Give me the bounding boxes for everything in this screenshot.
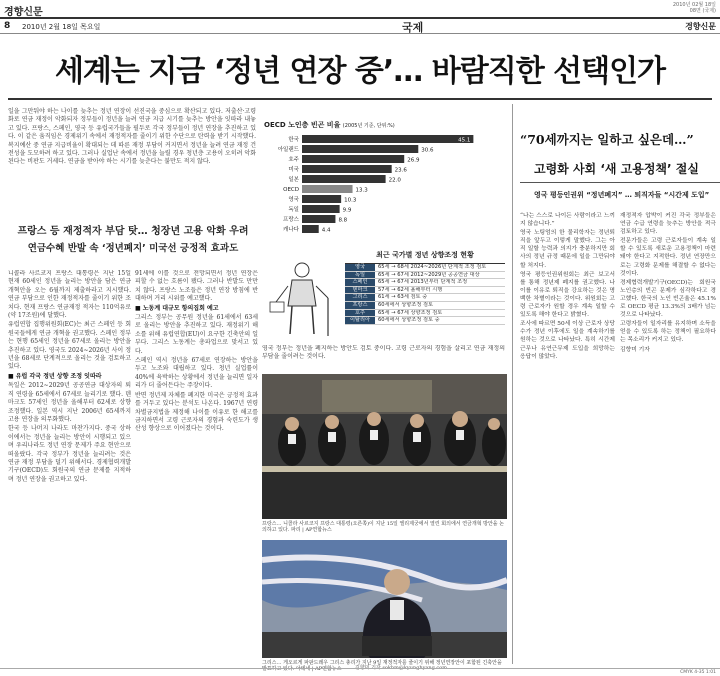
right-subhead: 영국 평등인권위 “정년폐지” … 퇴직자들 “시간제 도입” (534, 191, 710, 199)
table-row (345, 302, 505, 310)
footer-print-info: CMYK 4-35 1:01 (680, 670, 716, 675)
body-paragraph: 반면 정년제 자체를 폐지한 미국은 긍정적 효과를 거두고 있다는 분석도 나온다. 1967년 연령차별금지법을 제정해 나이를 이유로 한 해고를 금지하면서 고령 근로자의 경험과 숙련도가 생산성 향상으로 이어졌다는 것이다. (135, 391, 258, 433)
table-row (345, 272, 505, 280)
table-country: 영국 (345, 264, 375, 271)
body-paragraph: 고령자들이 일자리를 유지하며 소득을 얻을 수 있도록 하는 정책이 필요하다는 목소리가 커지고 있다. (620, 321, 716, 344)
body-paragraph: 전문가들은 고령 근로자들이 계속 일할 수 있도록 새로운 고용정책이 마련돼야 한다고 지적한다. 정년 연장만으로는 고령화 문제를 해결할 수 없다는 것이다. (620, 238, 716, 277)
print-date (673, 2, 716, 14)
chart-subtitle: (2005년 기준, 단위:%) (342, 123, 395, 129)
chart-category-label: 미국 (288, 167, 299, 173)
chart-value-label: 9.9 (342, 207, 352, 214)
right-column-1 (520, 212, 615, 662)
chart-bar (302, 175, 386, 183)
chart-category-label: OECD (283, 187, 299, 193)
table-value: 65세 → 67세 2013년부터 단계적 조정 (378, 279, 468, 286)
body-paragraph: 스페인 역시 정년을 67세로 연장하는 방안을 두고 노조와 대립하고 있다. 청년 실업률이 40%에 육박하는 상황에서 정년을 늘리면 일자리가 더 줄어든다는 주장이다. (135, 357, 258, 390)
newspaper-logo: 경향신문 (4, 7, 43, 18)
chart-bar (302, 155, 404, 163)
table-row (345, 264, 505, 272)
newspaper-logo-small: 경향신문 (685, 22, 716, 31)
body-paragraph: 한국 등 나머지 나라도 마찬가지다. 중국 상하이에서는 정년을 늘리는 방안이 시행되고 있으며 우리나라도 정년 연장 문제가 주요 현안으로 떠올랐다. 각국 정부가 정년을 늘리려는 것은 연금 재정 부담을 덜기 위해서다. 경제협력개발기구(OECD)도 회원국의 연금 문제를 지적하며 정년 연장을 권고하고 있다. (8, 425, 131, 483)
table-row (345, 317, 505, 325)
chart-bar (302, 165, 392, 173)
chart-category-label: 일본 (288, 177, 299, 183)
chart-value-label: 26.9 (407, 157, 420, 164)
chart-value-label: 23.6 (394, 167, 407, 174)
right-headline-1: “70세까지는 일하고 싶은데…” (520, 132, 694, 147)
chart-bar (302, 215, 335, 223)
body-paragraph: 김향미 기자 (620, 346, 650, 353)
body-paragraph: “나는 스스로 나이든 사람이라고 느끼지 않습니다.” (520, 213, 615, 228)
body-paragraph: 유럽연합 집행위원회(EC)는 최근 스페인 등 회원국들에게 연금 개혁을 권고했다. 스페인 정부는 현행 65세인 정년을 67세로 올리는 방안을 추진하고 있다. 영국도 2024~2026년 사이 정년을 68세로 단계적으로 올리는 것을 검토하고 있다. (8, 321, 131, 371)
table-row (345, 294, 505, 302)
chart-value-label: 30.6 (421, 147, 434, 154)
body-column-1 (8, 270, 131, 660)
table-value: 57세 → 62세 올해부터 시행 (378, 286, 443, 293)
body-paragraph: 재정적자 압박이 커진 각국 정부들은 연금 수급 연령을 늦추는 방안을 적극 검토하고 있다. (620, 213, 716, 236)
right-headline-rule (520, 182, 720, 183)
headline-rule (8, 98, 712, 100)
table-country: 덴마크 (345, 287, 375, 294)
inline-subhead: ■ 유럽 각국 정년 상향 조정 잇따라 (8, 372, 102, 380)
photo-papandreou (262, 540, 507, 658)
chart-bar (302, 195, 341, 203)
table-value: 65세 → 67세 상향조정 검토 (378, 309, 443, 316)
body-paragraph: 영국 평등인권위원회는 최근 보고서를 통해 정년제 폐지를 권고했다. 나이를 이유로 퇴직을 강요하는 것은 명백한 차별이라는 것이다. 위원회는 고령 근로자가 원할 경우 계속 일할 수 있도록 해야 한다고 밝혔다. (520, 271, 615, 319)
body-paragraph: 니콜라 사르코지 프랑스 대통령은 지난 15일 현재 60세인 정년을 늘리는 방안을 담은 연금개혁안을 오는 6월까지 제출하라고 지시했다. 연금 부담으로 인한 재정적자를 줄이기 위한 조치다. 현재 프랑스 연금재정 적자는 110억유로(약 17조원)에 달했다. (8, 270, 131, 320)
body-paragraph: 영국 노팅엄의 한 물리학자는 정년퇴직을 앞두고 이렇게 말했다. 그는 아직 일할 능력과 의지가 충분하지만 회사의 정년 규정 때문에 일을 그만둬야 할 처지다. (520, 230, 615, 269)
table-value: 65세 → 68세 2024~2026년 단계적 조정 검토 (378, 264, 487, 270)
table-value: 61세 → 63세 검토 중 (378, 294, 428, 301)
table-value: 60세에서 상향조정 검토 중 (378, 317, 440, 324)
table-country: 스페인 (345, 279, 375, 286)
print-page-line: 08면 (국제) (689, 8, 716, 14)
chart-category-label: 캐나다 (283, 227, 299, 233)
photo-papandreou-image (262, 540, 507, 658)
chart-category-label: 호주 (288, 157, 299, 163)
print-date-line: 2010년 02월 18일 (672, 2, 716, 8)
table-value: 60세에서 상향조정 검토 (378, 301, 433, 308)
chart-value-label: 13.3 (355, 187, 368, 194)
chart-category-label: 프랑스 (283, 217, 299, 223)
body-paragraph: 조사에 따르면 50세 이상 근로자 상당수가 정년 이후에도 일을 계속하기를 원하는 것으로 나타났다. 특히 시간제 근무나 유연근무제 도입을 희망하는 응답이 많았다. (520, 321, 615, 360)
chart-bar (302, 185, 353, 193)
table-country: 프랑스 (345, 302, 375, 309)
chart-svg (260, 132, 503, 237)
chart-value-label: 10.3 (344, 197, 357, 204)
retirement-age-table (345, 248, 505, 342)
body-column-2 (135, 270, 258, 660)
column-divider (512, 104, 513, 664)
subhead-2: 연금수혜 반발 속 ‘정년폐지’ 미국선 긍정적 효과도 (27, 243, 239, 254)
chart-category-label: 한국 (288, 137, 299, 143)
table-value: 65세 → 67세 2012~2029년 공공연금 대상 (378, 271, 480, 278)
elderly-worker-illustration (262, 258, 342, 340)
chart-category-label: 아일랜드 (277, 147, 299, 153)
page-bar (0, 17, 720, 33)
main-headline: 세계는 지금 ‘정년 연장 중’… 바람직한 선택인가 (54, 54, 666, 89)
section-name: 국제 (402, 21, 424, 34)
chart-title: OECD 노인층 빈곤 비율 (264, 121, 341, 129)
body-paragraph: 경제협력개발기구(OECD)는 회원국 노인층의 빈곤 문제가 심각하다고 경고했다. 한국의 노인 빈곤율은 45.1%로 OECD 평균 13.3%의 3배가 넘는 것으로 나타났다. (620, 279, 716, 319)
page-footer (0, 668, 720, 676)
table-country: 호주 (345, 310, 375, 317)
chart-bar (302, 135, 473, 143)
photo1-caption: 프랑스… 니콜라 사르코지 프랑스 대통령(오른쪽)이 지난 15일 엘리제궁에서 열린 회의에서 연금개혁 방안을 논의하고 있다. 파리 | AP연합뉴스 (262, 521, 505, 533)
table-title: 최근 국가별 정년 상향조정 현황 (345, 248, 505, 264)
right-headline-2: 고령화 사회 ‘새 고용정책’ 절실 (534, 162, 699, 176)
table-body (345, 264, 505, 325)
chart-bar (302, 225, 319, 233)
right-column-2 (620, 212, 716, 662)
chart-value-label: 22.0 (388, 177, 401, 184)
body-paragraph: 독일은 2012~2029년 공공연금 대상자의 퇴직 연령을 65세에서 67세로 늘리기로 했다. 덴마크도 57세인 정년을 올해부터 62세로 상향 조정했다. 일본 역시 지난 2006년 65세까지 고용 연장을 의무화했다. (8, 382, 131, 423)
chart-title-wrap (264, 120, 395, 130)
chart-bar (302, 145, 418, 153)
subhead-1: 프랑스 등 재정적자 부담 탓… 청장년 고용 악화 우려 (17, 226, 249, 237)
photo2-caption: 그리스… 게오르게 파판드레우 그리스 총리가 지난 9일 재정적자를 줄이기 위해 정년연장안이 포함된 긴축안을 발표하고 있다. 아테네 | AP연합뉴스 (262, 660, 502, 672)
article-byline: 김향미 기자 sokhm@kyunghyang.com (355, 665, 447, 671)
body-column-3: 영국 정부는 정년을 폐지하는 방안도 검토 중이다. 고령 근로자의 경험을 살리고 연금 재정의 부담을 줄이려는 것이다. (262, 345, 505, 361)
inline-subhead: ■ 노동계 대규모 항의집회 예고 (135, 304, 219, 312)
table-row (345, 287, 505, 295)
table-row (345, 279, 505, 287)
table-country: 그리스 (345, 294, 375, 301)
lead-paragraph: 일을 그만둬야 하는 나이를 늦추는 정년 연장이 선진국을 중심으로 확산되고 있다. 저출산·고령화로 연금 재정이 악화되자 정부들이 정년을 늘려 연금 지급 시기를 늦추는 방안을 잇따라 내놓고 있다. 프랑스, 스페인, 영국 등 유럽국가들을 필두로 각국 정부들이 정년 연장을 추진하고 있다. 이 같은 움직임은 경제위기 속에서 재정적자를 줄이기 위한 수단으로 탄력을 받기 시작했다. 복지예산 중 연금 지급비율이 확대되는 데 따른 재정 부담이 커지면서 정년을 늘려 연금 재정 건전성을 도모하려 하고 있다. 그러나 실업난 속에서 정년을 늘릴 경우 청년층 고용이 오히려 악화된다는 비판도 거세다. 연금을 받아야 하는 시기를 늦춘다는 불만도 적지 않다. (8, 108, 256, 166)
body-paragraph: 91세에 이를 것으로 전망되면서 정년 연장은 피할 수 없는 흐름이 됐다. 그러나 반발도 만만치 않다. 프랑스 노조들은 정년 연장 방침에 반대하며 거리 시위를 예고했다. (135, 270, 258, 303)
poverty-chart (260, 112, 503, 240)
photo-sarkozy-meeting (262, 374, 507, 519)
page-number: 8 (4, 21, 11, 31)
masthead (0, 0, 720, 34)
chart-value-label: 4.4 (321, 227, 331, 234)
issue-date: 2010년 2월 18일 목요일 (22, 23, 101, 31)
photo-sarkozy-image (262, 374, 507, 519)
chart-bar (302, 205, 340, 213)
body-paragraph: 그리스 정부는 공무원 정년을 61세에서 63세로 올리는 방안을 추진하고 있다. 재정위기 해소를 위해 유럽연합(EU)이 요구한 긴축안의 일부다. 그리스 노동계는 총파업으로 맞서고 있다. (135, 314, 258, 355)
table-country: 독일 (345, 272, 375, 279)
chart-category-label: 독일 (288, 207, 299, 213)
chart-value-label: 8.8 (338, 217, 348, 224)
chart-category-label: 영국 (288, 197, 299, 203)
table-country: 이탈리아 (345, 317, 375, 324)
chart-value-label: 45.1 (458, 137, 471, 144)
